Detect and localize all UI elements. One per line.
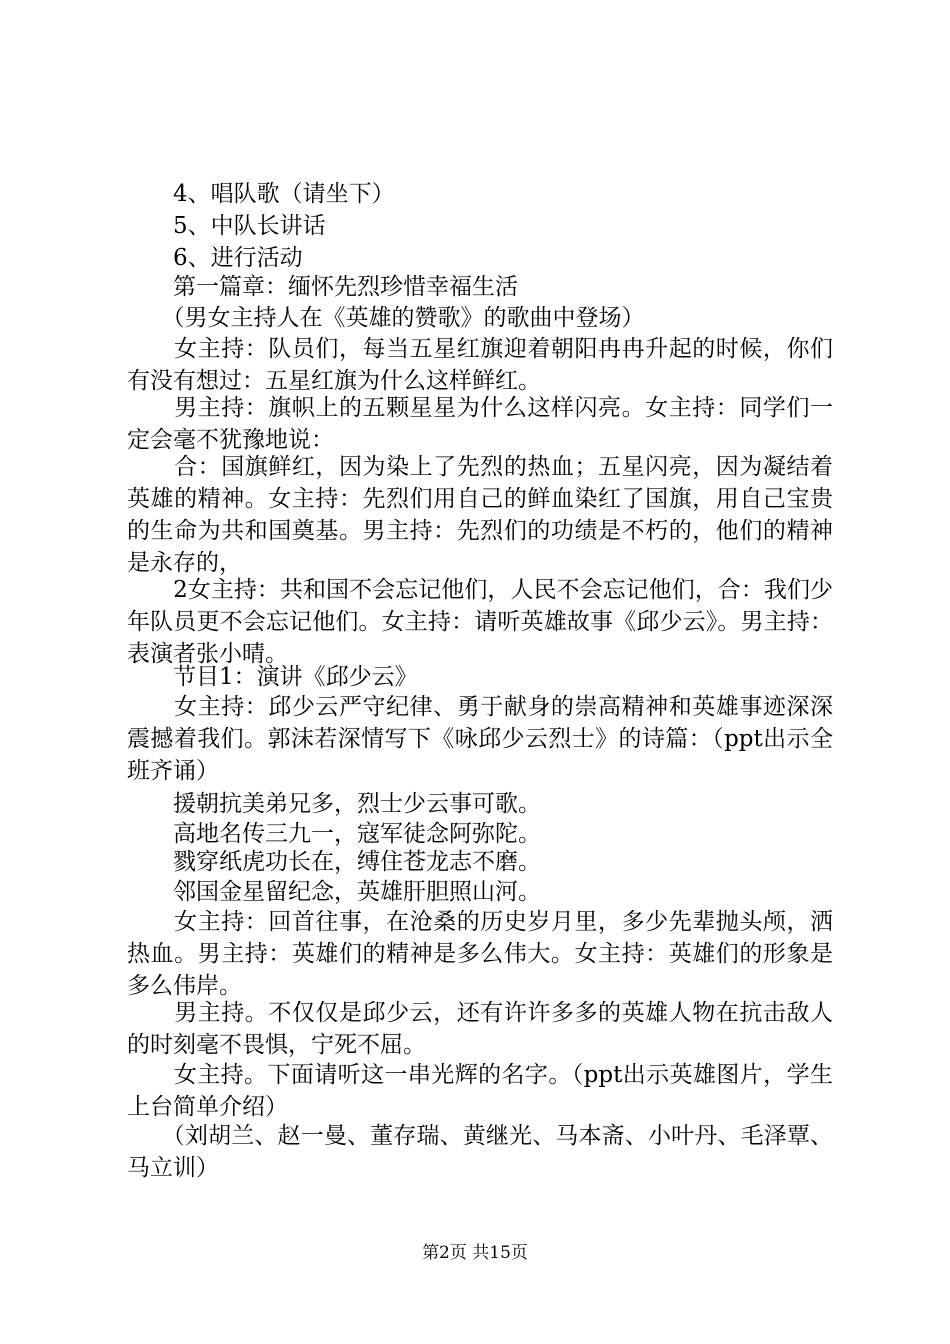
paragraph-18: 女主持。下面请听这一串光辉的名字。（ppt出示英雄图片，学生上台简单介绍）: [127, 1062, 833, 1120]
paragraph-5: （男女主持人在《英雄的赞歌》的歌曲中登场）: [127, 305, 645, 331]
paragraph-13: 高地名传三九一，寇军徒念阿弥陀。: [127, 821, 541, 847]
page-footer: 第2页 共15页: [422, 1243, 528, 1263]
paragraph-8: 合：国旗鲜红，因为染上了先烈的热血；五星闪亮，因为凝结着英雄的精神。女主持：先烈们用自己的鲜血染红了国旗，用自己宝贵的生命为共和国奠基。男主持：先烈们的功绩是不朽的，他们的精神是永存的，: [127, 454, 833, 576]
paragraph-11: 女主持：邱少云严守纪律、勇于献身的崇高精神和英雄事迹深深震撼着我们。郭沫若深情写下《咏邱少云烈士》的诗篇：（ppt出示全班齐诵）: [127, 694, 833, 784]
paragraph-17: 男主持。不仅仅是邱少云，还有许许多多的英雄人物在抗击敌人的时刻毫不畏惧，宁死不屈。: [127, 1000, 833, 1058]
paragraph-12: 援朝抗美弟兄多，烈士少云事可歌。: [127, 791, 541, 817]
paragraph-6: 女主持：队员们，每当五星红旗迎着朝阳冉冉升起的时候，你们有没有想过：五星红旗为什么这样鲜红。: [127, 336, 833, 394]
paragraph-3: 6、进行活动: [127, 245, 303, 271]
paragraph-9: 2女主持：共和国不会忘记他们，人民不会忘记他们，合：我们少年队员更不会忘记他们。女主持：请听英雄故事《邱少云》。男主持：表演者张小晴。: [127, 577, 833, 667]
paragraph-10: 节目1：演讲《邱少云》: [127, 664, 418, 690]
paragraph-15: 邻国金星留纪念，英雄肝胆照山河。: [127, 879, 541, 905]
paragraph-7: 男主持：旗帜上的五颗星星为什么这样闪亮。女主持：同学们一定会毫不犹豫地说：: [127, 395, 833, 453]
paragraph-2: 5、中队长讲话: [127, 213, 326, 239]
paragraph-19: （刘胡兰、赵一曼、董存瑞、黄继光、马本斋、小叶丹、毛泽覃、马立训）: [127, 1123, 833, 1181]
paragraph-1: 4、唱队歌（请坐下）: [127, 181, 395, 207]
paragraph-14: 戮穿纸虎功长在，缚住苍龙志不磨。: [127, 849, 541, 875]
paragraph-4: 第一篇章：缅怀先烈珍惜幸福生活: [127, 274, 518, 300]
paragraph-16: 女主持：回首往事，在沧桑的历史岁月里，多少先辈抛头颅，洒热血。男主持：英雄们的精神是多么伟大。女主持：英雄们的形象是多么伟岸。: [127, 909, 833, 999]
